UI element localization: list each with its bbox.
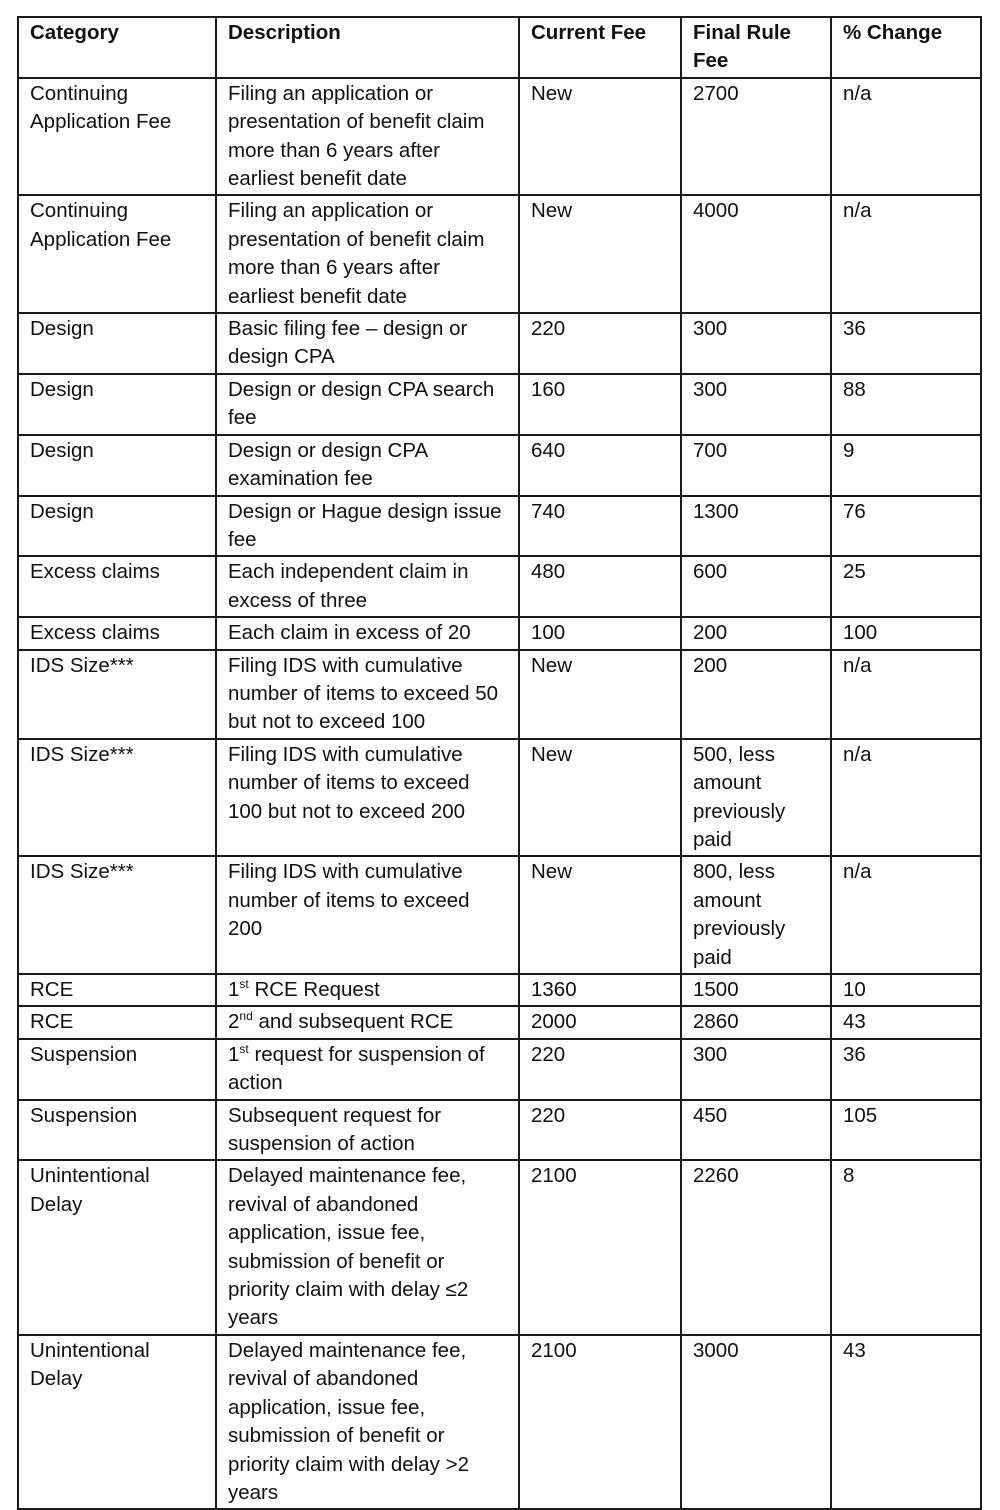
category-cell: Unintentional Delay [18, 1160, 216, 1334]
description-cell: Filing IDS with cumulative number of items to exceed 50 but not to exceed 100 [216, 650, 519, 739]
description-text: RCE Request [248, 978, 380, 1001]
category-cell: Excess claims [18, 617, 216, 649]
change-cell: 25 [831, 556, 981, 617]
final-fee-cell: 450 [681, 1100, 831, 1161]
table-row [18, 1039, 981, 1100]
category-cell: Excess claims [18, 556, 216, 617]
category-cell: IDS Size*** [18, 739, 216, 857]
current-fee-cell: 640 [519, 435, 681, 496]
description-cell: Design or design CPA examination fee [216, 435, 519, 496]
table-row [18, 617, 981, 649]
category-cell: IDS Size*** [18, 856, 216, 974]
description-cell: Filing IDS with cumulative number of items to exceed 100 but not to exceed 200 [216, 739, 519, 857]
change-cell: 36 [831, 313, 981, 374]
description-cell: Filing IDS with cumulative number of items to exceed 200 [216, 856, 519, 974]
table-row [18, 313, 981, 374]
table-row [18, 496, 981, 557]
header-description: Description [216, 17, 519, 78]
category-cell: Design [18, 435, 216, 496]
change-cell: n/a [831, 739, 981, 857]
final-fee-cell: 1500 [681, 974, 831, 1006]
current-fee-cell: 220 [519, 313, 681, 374]
category-cell: IDS Size*** [18, 650, 216, 739]
current-fee-cell: 220 [519, 1039, 681, 1100]
current-fee-cell: 220 [519, 1100, 681, 1161]
final-fee-cell: 200 [681, 650, 831, 739]
header-final-rule-fee: Final Rule Fee [681, 17, 831, 78]
header-row [18, 17, 981, 78]
description-cell: Subsequent request for suspension of action [216, 1100, 519, 1161]
final-fee-cell: 200 [681, 617, 831, 649]
change-cell: 76 [831, 496, 981, 557]
ordinal-suffix: st [239, 977, 249, 991]
current-fee-cell: 480 [519, 556, 681, 617]
header-current-fee: Current Fee [519, 17, 681, 78]
category-cell: Continuing Application Fee [18, 195, 216, 313]
current-fee-cell: 1360 [519, 974, 681, 1006]
current-fee-cell: New [519, 856, 681, 974]
change-cell: n/a [831, 78, 981, 196]
final-fee-cell: 300 [681, 374, 831, 435]
ordinal-number: 1 [228, 978, 240, 1001]
description-cell: Design or Hague design issue fee [216, 496, 519, 557]
final-fee-cell: 600 [681, 556, 831, 617]
table-row [18, 1335, 981, 1509]
final-fee-cell: 2860 [681, 1006, 831, 1038]
description-cell [216, 1006, 519, 1038]
current-fee-cell: 2000 [519, 1006, 681, 1038]
table-row [18, 1160, 981, 1334]
table-row [18, 650, 981, 739]
final-fee-cell: 2700 [681, 78, 831, 196]
change-cell: n/a [831, 195, 981, 313]
description-cell [216, 974, 519, 1006]
category-cell: Unintentional Delay [18, 1335, 216, 1509]
description-cell: Basic filing fee – design or design CPA [216, 313, 519, 374]
description-text: and subsequent RCE [252, 1010, 454, 1034]
change-cell: 88 [831, 374, 981, 435]
description-cell: Delayed maintenance fee, revival of abandoned application, issue fee, submission of benefit or priority claim with delay ≤2 years [216, 1160, 519, 1334]
table-row [18, 1100, 981, 1161]
current-fee-cell: 2100 [519, 1160, 681, 1334]
category-cell: RCE [18, 1006, 216, 1038]
description-cell: Filing an application or presentation of benefit claim more than 6 years after earliest benefit date [216, 195, 519, 313]
description-cell: Delayed maintenance fee, revival of abandoned application, issue fee, submission of benefit or priority claim with delay >2 years [216, 1335, 519, 1509]
ordinal-suffix: nd [239, 1009, 253, 1024]
change-cell: n/a [831, 856, 981, 974]
category-cell: RCE [18, 974, 216, 1006]
current-fee-cell: 160 [519, 374, 681, 435]
final-fee-cell: 500, less amount previously paid [681, 739, 831, 857]
final-fee-cell: 1300 [681, 496, 831, 557]
category-cell: Continuing Application Fee [18, 78, 216, 196]
current-fee-cell: New [519, 78, 681, 196]
change-cell: 9 [831, 435, 981, 496]
table-row [18, 739, 981, 857]
description-text: request for suspension of action [228, 1042, 485, 1095]
change-cell: n/a [831, 650, 981, 739]
final-fee-cell: 700 [681, 435, 831, 496]
final-fee-cell: 300 [681, 1039, 831, 1100]
table-row [18, 1006, 981, 1038]
category-cell: Suspension [18, 1100, 216, 1161]
header-category: Category [18, 17, 216, 78]
table-row [18, 435, 981, 496]
table-row [18, 195, 981, 313]
table-row [18, 374, 981, 435]
table-row [18, 556, 981, 617]
header-percent-change: % Change [831, 17, 981, 78]
final-fee-cell: 2260 [681, 1160, 831, 1334]
current-fee-cell: New [519, 650, 681, 739]
change-cell: 36 [831, 1039, 981, 1100]
ordinal-suffix: st [239, 1041, 249, 1056]
category-cell: Design [18, 313, 216, 374]
change-cell: 43 [831, 1335, 981, 1509]
description-cell [216, 1039, 519, 1100]
ordinal-number: 2 [228, 1010, 240, 1034]
current-fee-cell: New [519, 739, 681, 857]
current-fee-cell: 100 [519, 617, 681, 649]
table-row [18, 78, 981, 196]
change-cell: 8 [831, 1160, 981, 1334]
current-fee-cell: 2100 [519, 1335, 681, 1509]
change-cell: 43 [831, 1006, 981, 1038]
change-cell: 105 [831, 1100, 981, 1161]
final-fee-cell: 4000 [681, 195, 831, 313]
final-fee-cell: 800, less amount previously paid [681, 856, 831, 974]
current-fee-cell: 740 [519, 496, 681, 557]
ordinal-number: 1 [228, 1042, 240, 1066]
description-cell: Design or design CPA search fee [216, 374, 519, 435]
description-cell: Filing an application or presentation of benefit claim more than 6 years after earliest benefit date [216, 78, 519, 196]
category-cell: Design [18, 374, 216, 435]
change-cell: 10 [831, 974, 981, 1006]
current-fee-cell: New [519, 195, 681, 313]
final-fee-cell: 300 [681, 313, 831, 374]
fee-table [17, 16, 982, 1510]
category-cell: Design [18, 496, 216, 557]
final-fee-cell: 3000 [681, 1335, 831, 1509]
table-row [18, 974, 981, 1006]
table-row [18, 856, 981, 974]
description-cell: Each independent claim in excess of three [216, 556, 519, 617]
category-cell: Suspension [18, 1039, 216, 1100]
change-cell: 100 [831, 617, 981, 649]
description-cell: Each claim in excess of 20 [216, 617, 519, 649]
